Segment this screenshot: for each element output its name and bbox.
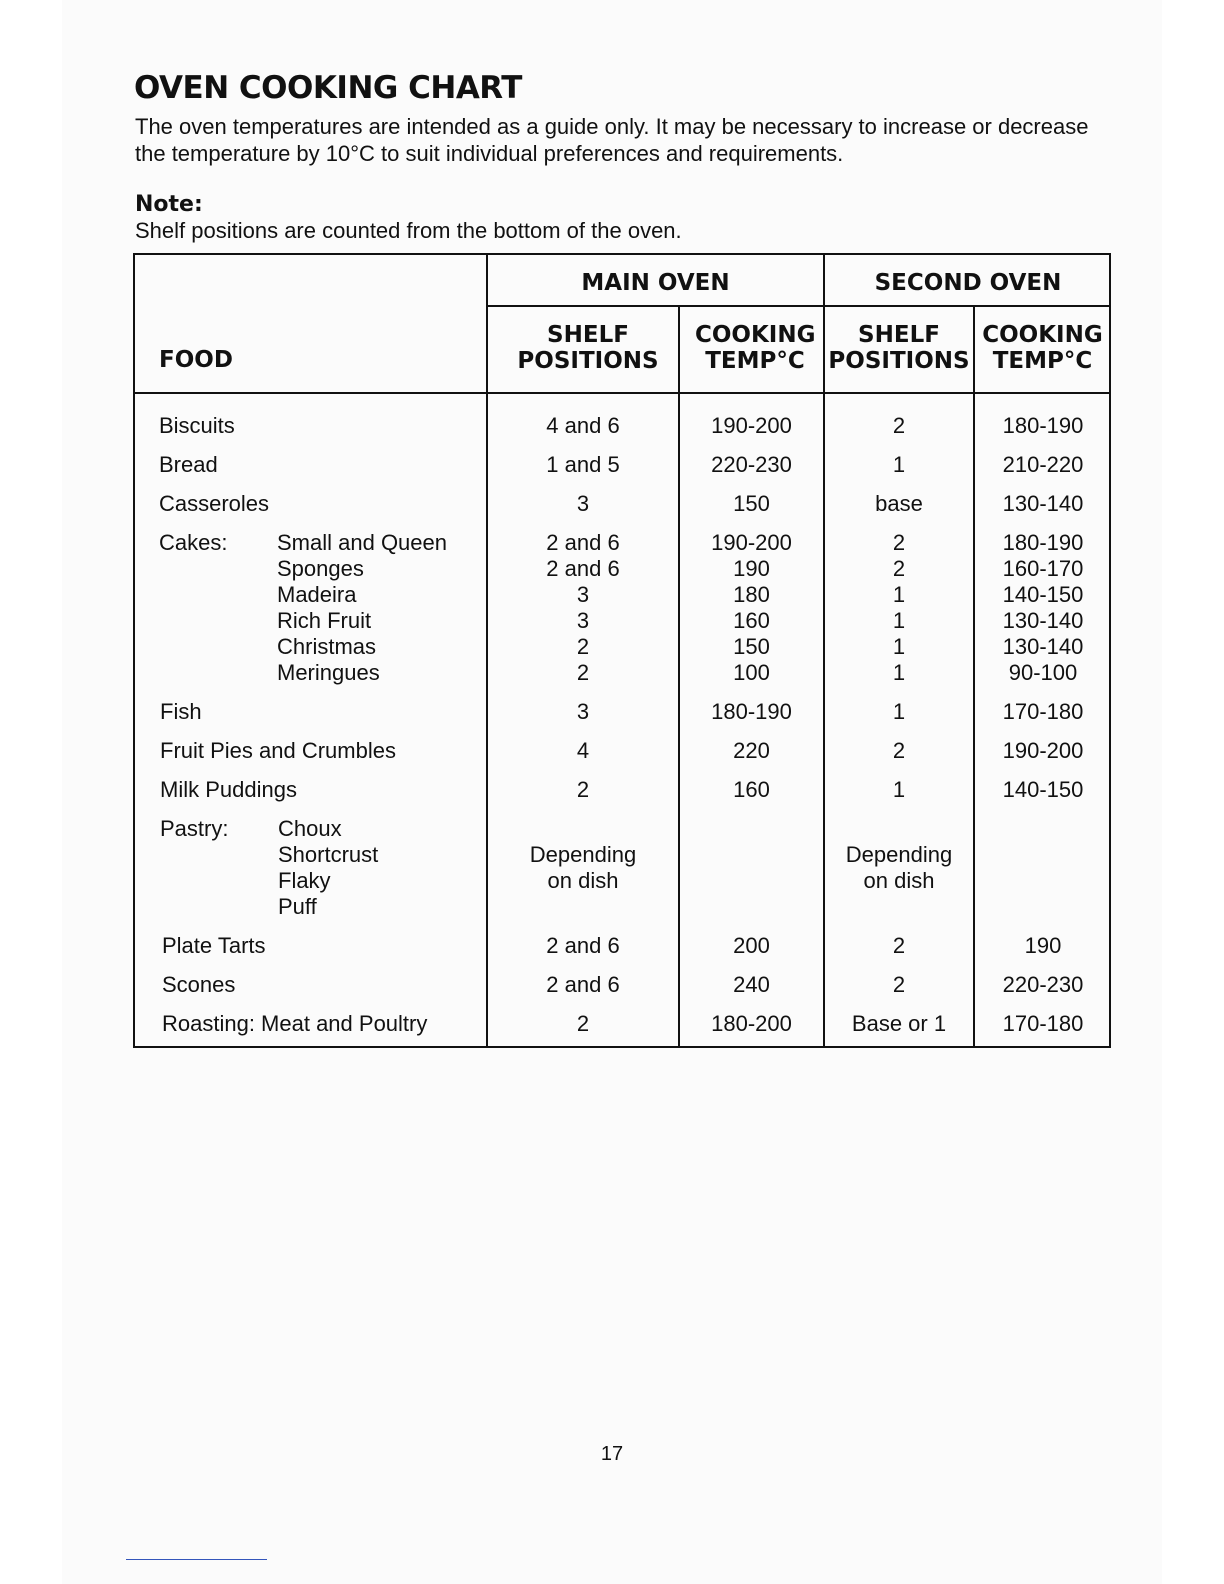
second-temp-cell: 130-140: [1002, 634, 1084, 659]
main-shelf-cell: 3: [576, 491, 590, 516]
food-cakes-meringues: Meringues: [277, 660, 380, 685]
food-fruit-pies: Fruit Pies and Crumbles: [160, 738, 396, 763]
second-temp-cell: 140-150: [1002, 777, 1084, 802]
page-number: 17: [600, 1443, 624, 1465]
main-temp-cell: 160: [733, 777, 770, 802]
main-temp-cell: 100: [733, 660, 770, 685]
food-scones: Scones: [162, 972, 236, 997]
main-temp-cell: 180-190: [711, 699, 792, 724]
oven-cooking-table: [133, 253, 1111, 1048]
main-shelf-cell: 2: [576, 634, 590, 659]
page-title: OVEN COOKING CHART: [134, 70, 522, 106]
second-temp-cell: 180-190: [1002, 413, 1084, 438]
second-temp-cell: 190-200: [1002, 738, 1084, 763]
second-shelf-cell: 1: [892, 634, 906, 659]
main-shelf-cell: 4: [576, 738, 590, 763]
note-text: Shelf positions are counted from the bottom of the oven.: [135, 218, 682, 243]
second-temp-cell: 160-170: [1002, 556, 1084, 581]
second-shelf-cell: 1: [892, 452, 906, 477]
header-second-shelf: SHELF POSITIONS: [828, 322, 970, 374]
intro-paragraph: The oven temperatures are intended as a guide only. It may be necessary to increase or decrease the temperature by 10°C to suit individual preferences and requirements.: [135, 114, 1089, 166]
second-shelf-cell: 1: [892, 582, 906, 607]
second-shelf-cell: 2: [892, 413, 906, 438]
second-shelf-cell: 1: [892, 777, 906, 802]
main-shelf-cell: on dish: [547, 868, 619, 893]
main-shelf-cell: 2: [576, 660, 590, 685]
food-cakes-madeira: Madeira: [277, 582, 357, 607]
main-temp-cell: 190: [733, 556, 770, 581]
food-fish: Fish: [160, 699, 202, 724]
main-temp-cell: 220-230: [711, 452, 792, 477]
food-cakes-sponges: Sponges: [277, 556, 364, 581]
second-temp-cell: 90-100: [1008, 660, 1078, 685]
main-shelf-cell: Depending: [529, 842, 637, 867]
main-shelf-cell: 2: [576, 1011, 590, 1036]
second-shelf-cell: 1: [892, 608, 906, 633]
header-main-temp: COOKING TEMP°C: [695, 322, 816, 374]
second-shelf-cell: 2: [892, 556, 906, 581]
food-plate-tarts: Plate Tarts: [162, 933, 266, 958]
header-divider: [486, 305, 1109, 307]
main-temp-cell: 190-200: [711, 530, 792, 555]
second-temp-cell: 140-150: [1002, 582, 1084, 607]
header-main-oven: MAIN OVEN: [581, 270, 730, 296]
header-second-temp: COOKING TEMP°C: [982, 322, 1103, 374]
main-temp-cell: 200: [733, 933, 770, 958]
food-cakes-small-queen: Small and Queen: [277, 530, 447, 555]
food-pastry-label: Pastry:: [160, 816, 229, 841]
main-shelf-cell: 2: [576, 777, 590, 802]
header-bottom-rule: [135, 392, 1109, 394]
main-shelf-cell: 2 and 6: [546, 530, 620, 555]
food-cakes-rich-fruit: Rich Fruit: [277, 608, 372, 633]
main-temp-cell: 180-200: [711, 1011, 792, 1036]
main-temp-cell: 190-200: [711, 413, 792, 438]
second-temp-cell: 180-190: [1002, 530, 1084, 555]
second-shelf-cell: 1: [892, 699, 906, 724]
food-biscuits: Biscuits: [159, 413, 235, 438]
food-casseroles: Casseroles: [159, 491, 270, 516]
second-shelf-cell: 2: [892, 933, 906, 958]
main-temp-cell: 180: [733, 582, 770, 607]
main-temp-cell: 150: [733, 491, 770, 516]
second-temp-cell: 220-230: [1002, 972, 1084, 997]
main-shelf-cell: 4 and 6: [546, 413, 620, 438]
header-main-shelf: SHELF POSITIONS: [517, 322, 659, 374]
main-temp-cell: 240: [733, 972, 770, 997]
second-temp-cell: 130-140: [1002, 491, 1084, 516]
footer-rule: [126, 1559, 267, 1560]
second-shelf-cell: base: [875, 491, 923, 516]
header-food: FOOD: [159, 347, 233, 373]
second-shelf-cell: Base or 1: [851, 1011, 947, 1036]
second-shelf-cell: 1: [892, 660, 906, 685]
food-cakes-label: Cakes:: [159, 530, 228, 555]
second-temp-cell: 210-220: [1002, 452, 1084, 477]
main-shelf-cell: 2 and 6: [546, 972, 620, 997]
second-shelf-cell: on dish: [863, 868, 935, 893]
second-temp-cell: 170-180: [1002, 699, 1084, 724]
food-pastry-choux: Choux: [278, 816, 342, 841]
second-shelf-cell: 2: [892, 530, 906, 555]
main-shelf-cell: 1 and 5: [546, 452, 620, 477]
food-pastry-puff: Puff: [278, 894, 317, 919]
food-pastry-shortcrust: Shortcrust: [278, 842, 379, 867]
main-temp-cell: 220: [733, 738, 770, 763]
second-temp-cell: 170-180: [1002, 1011, 1084, 1036]
header-second-oven: SECOND OVEN: [874, 270, 1062, 296]
food-milk-puddings: Milk Puddings: [160, 777, 297, 802]
main-shelf-cell: 3: [576, 699, 590, 724]
note-label: Note:: [135, 192, 203, 217]
second-shelf-cell: 2: [892, 738, 906, 763]
food-bread: Bread: [159, 452, 218, 477]
main-temp-cell: 150: [733, 634, 770, 659]
food-roasting: Roasting: Meat and Poultry: [162, 1011, 428, 1036]
second-shelf-cell: Depending: [845, 842, 953, 867]
main-temp-cell: 160: [733, 608, 770, 633]
second-shelf-cell: 2: [892, 972, 906, 997]
food-pastry-flaky: Flaky: [278, 868, 331, 893]
main-shelf-cell: 2 and 6: [546, 556, 620, 581]
food-cakes-christmas: Christmas: [277, 634, 377, 659]
second-temp-cell: 130-140: [1002, 608, 1084, 633]
main-shelf-cell: 3: [576, 608, 590, 633]
main-shelf-cell: 3: [576, 582, 590, 607]
second-temp-cell: 190: [1024, 933, 1062, 958]
main-shelf-cell: 2 and 6: [546, 933, 620, 958]
